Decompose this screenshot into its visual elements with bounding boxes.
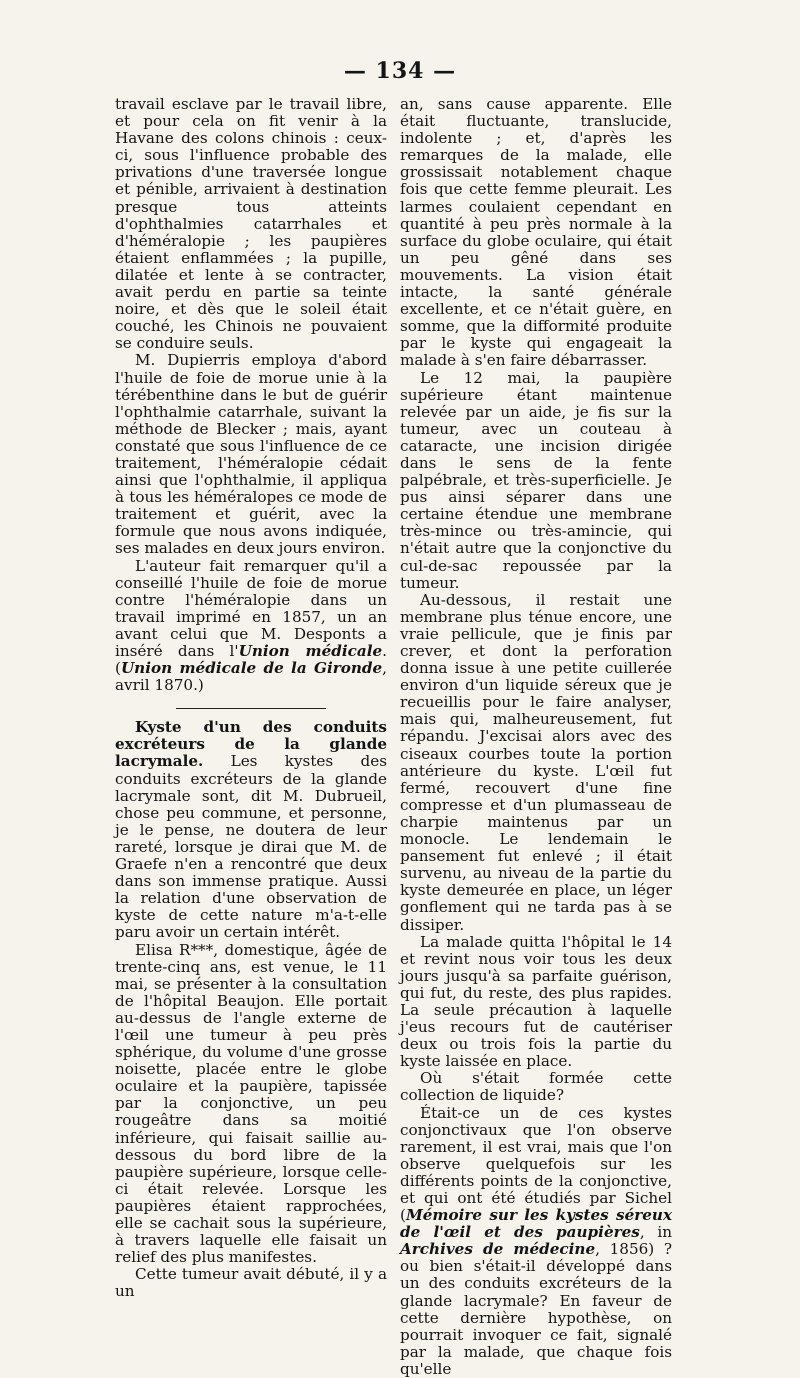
journal-title: Archives de médecine	[400, 1240, 596, 1259]
text-run: , avril 1870.)	[115, 659, 387, 695]
text-run: Les kystes des conduits excréteurs de la glande lacrymale sont, dit M. Dubrueil, chose peu commune, et personne, je le pense, ne doutera de leur rareté, lorsque je dirai que M. de Graefe n'en a rencontré que deux dans son immense pratique. Aussi la relation d'une observation de kyste de cette nature m'a-t-elle paru avoir un certain intérêt.	[115, 752, 387, 942]
text-run: , in	[639, 1223, 673, 1242]
text-run: . (	[115, 642, 387, 678]
paragraph	[115, 719, 387, 941]
journal-title: Union médicale de la Gironde	[120, 659, 383, 678]
paragraph: Cette tumeur avait débuté, il y a un	[115, 1265, 387, 1301]
page-number: — 134 —	[343, 58, 457, 84]
paragraph	[115, 558, 387, 695]
paragraph: Elisa R***, domestique, âgée de trente-cinq ans, est venue, le 11 mai, se présenter à la consultation de l'hôpital Beaujon. Elle portait au-dessus de l'angle externe de l'œil une tumeur à peu près sphérique, du volume d'une grosse noisette, placée entre le globe oculaire et la paupière, tapissée par la conjonctive, un peu rougeâtre dans sa moitié inférieure, qui faisait saillie au-dessous du bord libre de la paupière supérieure, lorsque celle-ci était relevée. Lorsque les paupières étaient rapprochées, elle se cachait sous la supérieure, à travers laquelle elle faisait un relief des plus manifestes.	[115, 940, 387, 1267]
right-column	[400, 96, 672, 1378]
citation-title: Mémoire sur les kystes séreux de l'œil et des paupières	[400, 1206, 672, 1242]
paragraph: travail esclave par le travail libre, et pour cela on fit venir à la Havane des colons chinois : ceux-ci, sous l'influence probable des privations d'une traversée longue et pénible, arrivaient à destination presque tous atteints d'ophthalmies catarrhales et d'héméralopie ; les paupières étaient enflammées ; la pupille, dilatée et lente à se contracter, avait perdu en partie sa teinte noire, et dès que le soleil était couché, les Chinois ne pouvaient se conduire seuls.	[115, 95, 387, 353]
section-divider	[176, 708, 326, 709]
paragraph: Au-dessous, il restait une membrane plus ténue encore, une vraie pellicule, que je finis par crever, et dont la perforation donna issue à une petite cuillerée environ d'un liquide séreux que je recueillis pour le faire analyser, mais qui, malheureusement, fut répandu. J'excisai alors avec des ciseaux courbes toute la portion antérieure du kyste. L'œil fut fermé, recouvert d'une fine compresse et d'un plumasseau de charpie maintenus par un monocle. Le lendemain le pansement fut enlevé ; il était survenu, au niveau de la partie du kyste demeurée en place, un léger gonflement qui ne tarda pas à se dissiper.	[400, 590, 672, 934]
text-run: Était-ce un de ces kystes conjonctivaux que l'on observe rarement, il est vrai, mais que l'on observe quelquefois sur les différents points de la conjonctive, et qui ont été étudiés par Sichel (	[400, 1103, 672, 1225]
paragraph: an, sans cause apparente. Elle était fluctuante, translucide, indolente ; et, d'après les remarques de la malade, elle grossissait notablement chaque fois que cette femme pleurait. Les larmes coulaient cependant en quantité à peu près normale à la surface du globe oculaire, qui était un peu gêné dans ses mouvements. La vision était intacte, la santé générale excellente, et ce n'était guère, en somme, que la difformité produite par le kyste qui engageait la malade à s'en faire débarrasser.	[400, 95, 672, 370]
paragraph: Le 12 mai, la paupière supérieure étant maintenue relevée par un aide, je fis sur la tumeur, avec un couteau à cataracte, une incision dirigée dans le sens de la fente palpébrale, et très-superficielle. Je pus ainsi séparer dans une certaine étendue une membrane très-mince ou très-amincie, qui n'était autre que la conjonctive du cul-de-sac repoussée par la tumeur.	[400, 368, 672, 592]
left-column	[115, 96, 387, 1300]
paragraph: La malade quitta l'hôpital le 14 et revint nous voir tous les deux jours jusqu'à sa parfaite guérison, qui fut, du reste, des plus rapides. La seule précaution à laquelle j'eus recours fut de cautériser deux ou trois fois la partie du kyste laissée en place.	[400, 932, 672, 1071]
text-run: L'auteur fait remarquer qu'il a conseillé l'huile de foie de morue contre l'héméralopie dans un travail imprimé en 1857, un an avant celui que M. Desponts a inséré dans l'	[115, 556, 387, 660]
paragraph: Où s'était formée cette collection de liquide?	[400, 1069, 672, 1105]
section-title: Kyste d'un des conduits excréteurs de la glande lacrymale.	[115, 718, 387, 771]
paragraph	[400, 1105, 672, 1378]
text-run: , 1856) ? ou bien s'était-il développé dans un des conduits excréteurs de la glande lacrymale? En faveur de cette dernière hypothèse, on pourrait invoquer ce fait, signalé par la malade, que chaque fois qu'elle	[400, 1240, 672, 1378]
journal-title: Union médicale	[238, 642, 383, 660]
paragraph: M. Dupierris employa d'abord l'huile de foie de morue unie à la térébenthine dans le but de guérir l'ophthalmie catarrhale, suivant la méthode de Blecker ; mais, ayant constaté que sous l'influence de ce traitement, l'héméralopie cédait ainsi que l'ophthalmie, il appliqua à tous les héméralopes ce mode de traitement et guérit, avec la formule que nous avons indiquée, ses malades en deux jours environ.	[115, 351, 387, 558]
